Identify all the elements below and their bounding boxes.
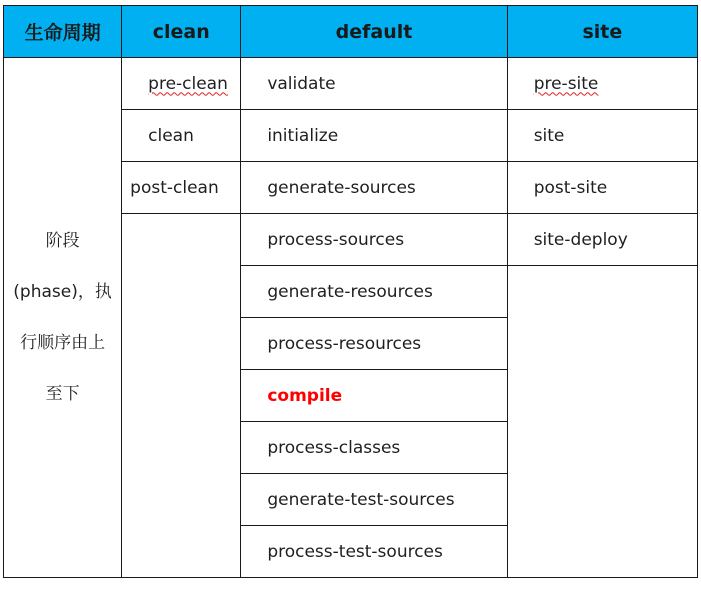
clean-phase-clean: clean	[148, 125, 194, 146]
default-phase-cell	[241, 58, 507, 110]
site-empty-cell	[507, 266, 697, 578]
phase-description-cell	[4, 58, 122, 578]
clean-phase-cell	[122, 162, 241, 214]
lifecycle-table	[3, 5, 698, 578]
default-phase-generate-resources: generate-resources	[267, 281, 433, 302]
default-phase-cell	[241, 162, 507, 214]
default-phase-cell	[241, 370, 507, 422]
default-phase-process-classes: process-classes	[267, 437, 401, 458]
default-phase-cell	[241, 214, 507, 266]
clean-phase-cell	[122, 58, 241, 110]
default-phase-cell	[241, 474, 507, 526]
default-phase-initialize: initialize	[267, 125, 339, 146]
site-phase-cell	[507, 110, 697, 162]
site-phase-cell	[507, 162, 697, 214]
site-phase-site: site	[533, 125, 565, 146]
default-phase-validate: validate	[267, 73, 336, 94]
header-default: default	[241, 6, 507, 58]
default-phase-cell	[241, 110, 507, 162]
clean-phase-cell	[122, 110, 241, 162]
clean-phase-post-clean: post-clean	[130, 177, 219, 198]
clean-empty-cell	[122, 214, 241, 578]
phase-description-line: 阶段	[45, 230, 80, 251]
site-phase-cell	[507, 58, 697, 110]
default-phase-generate-test-sources: generate-test-sources	[267, 489, 455, 510]
default-phase-cell	[241, 526, 507, 578]
default-phase-compile: compile	[267, 385, 343, 406]
phase-description-line: 行顺序由上	[20, 332, 106, 353]
table-row	[4, 58, 698, 110]
site-phase-site-deploy: site-deploy	[533, 229, 628, 250]
default-phase-process-sources: process-sources	[267, 229, 405, 250]
phase-description-line: (phase)，执	[13, 281, 112, 302]
header-clean: clean	[122, 6, 241, 58]
default-phase-process-test-sources: process-test-sources	[267, 541, 443, 562]
header-site: site	[507, 6, 697, 58]
default-phase-cell	[241, 422, 507, 474]
site-phase-pre-site: pre-site	[533, 73, 599, 94]
default-phase-generate-sources: generate-sources	[267, 177, 416, 198]
default-phase-process-resources: process-resources	[267, 333, 422, 354]
site-phase-cell	[507, 214, 697, 266]
clean-phase-pre-clean: pre-clean	[148, 73, 228, 94]
header-row	[4, 6, 698, 58]
default-phase-cell	[241, 318, 507, 370]
phase-description-line: 至下	[45, 383, 80, 404]
header-lifecycle: 生命周期	[4, 6, 122, 58]
site-phase-post-site: post-site	[533, 177, 608, 198]
default-phase-cell	[241, 266, 507, 318]
